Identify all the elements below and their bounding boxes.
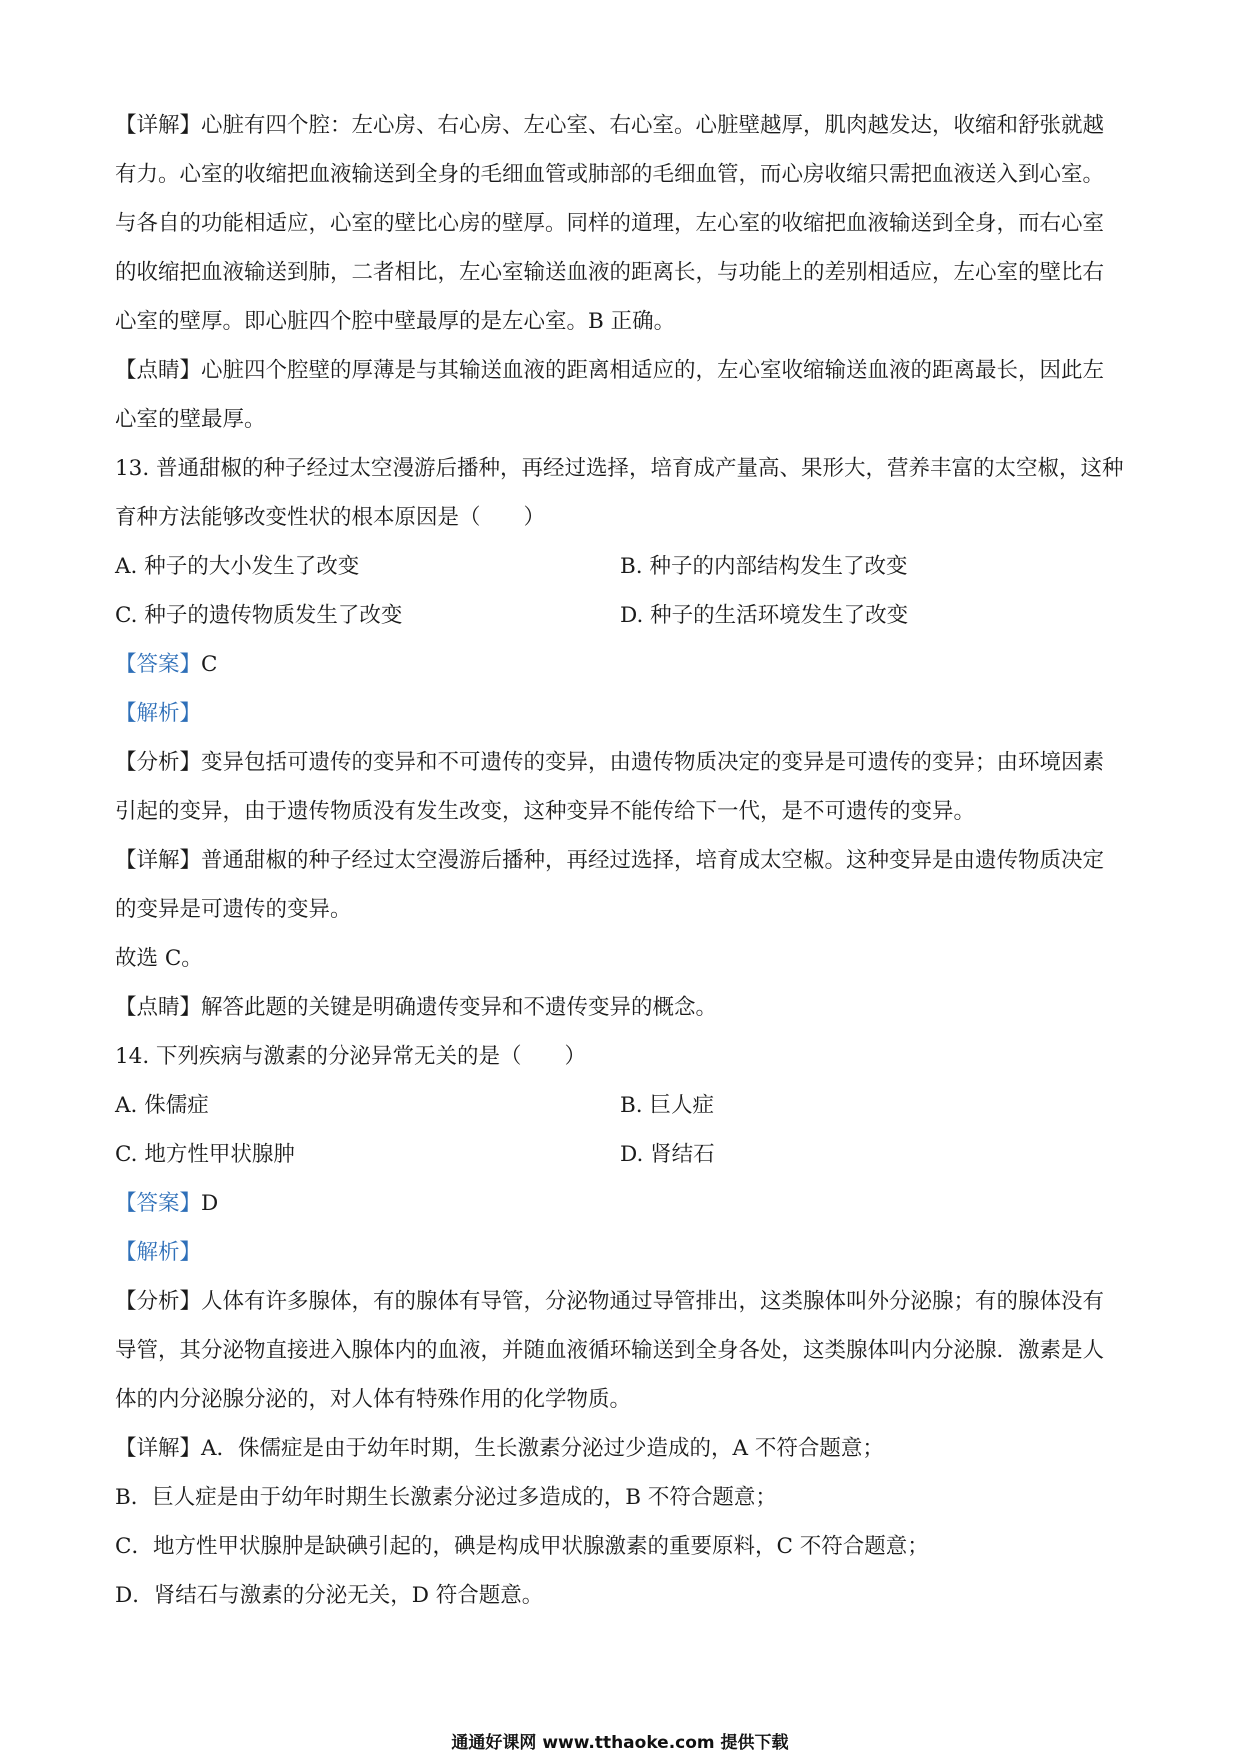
q14-stem-line-1: 14. 下列疾病与激素的分泌异常无关的是（ ） (115, 1044, 587, 1069)
q12-comment-line-1: 【点睛】心脏四个腔壁的厚薄是与其输送血液的距离相适应的，左心室收缩输送血液的距离最长，因此左 (115, 358, 1105, 383)
q12-comment-line-2: 心室的壁最厚。 (115, 407, 266, 432)
q14-answer (115, 1179, 1125, 1228)
q14-detail-line-4: D．肾结石与激素的分泌无关，D 符合题意。 (115, 1583, 544, 1608)
q14-option-d: D. 肾结石 (620, 1142, 715, 1167)
q14-option-c: C. 地方性甲状腺肿 (115, 1142, 295, 1167)
q13-stem-line-2: 育种方法能够改变性状的根本原因是（ ） (115, 505, 546, 530)
q13-answer-value: C (201, 652, 218, 677)
q13-option-c: C. 种子的遗传物质发生了改变 (115, 603, 403, 628)
page-footer: 通通好课网 www.tthaoke.com 提供下载 (451, 1733, 789, 1753)
q14-option-a: A. 侏儒症 (115, 1093, 209, 1118)
q13-option-d: D. 种子的生活环境发生了改变 (620, 603, 909, 628)
q13-option-b: B. 种子的内部结构发生了改变 (620, 554, 908, 579)
q14-option-b: B. 巨人症 (620, 1093, 714, 1118)
q14-answer-value: D (201, 1191, 219, 1216)
q14-answer-label: 【答案】 (115, 1191, 202, 1216)
q13-answer-label: 【答案】 (115, 652, 202, 677)
q13-options-row-1 (115, 542, 1125, 591)
q13-answer (115, 640, 1125, 689)
q14-options-row-1 (115, 1081, 1125, 1130)
q13-analysis-line-1: 【分析】变异包括可遗传的变异和不可遗传的变异，由遗传物质决定的变异是可遗传的变异；由环境因素 (115, 750, 1105, 775)
q14-detail-line-1: 【详解】A．侏儒症是由于幼年时期，生长激素分泌过少造成的，A 不符合题意； (115, 1436, 884, 1461)
q13-detail-line-2: 的变异是可遗传的变异。 (115, 897, 352, 922)
q13-comment-line-1: 【点睛】解答此题的关键是明确遗传变异和不遗传变异的概念。 (115, 995, 718, 1020)
q13-analysis-line-2: 引起的变异，由于遗传物质没有发生改变，这种变异不能传给下一代，是不可遗传的变异。 (115, 799, 976, 824)
q12-detail-line-3: 与各自的功能相适应，心室的壁比心房的壁厚。同样的道理，左心室的收缩把血液输送到全身，而右心室 (115, 211, 1105, 236)
q12-detail-line-5: 心室的壁厚。即心脏四个腔中壁最厚的是左心室。B 正确。 (115, 309, 676, 334)
q14-detail-line-2: B．巨人症是由于幼年时期生长激素分泌过多造成的，B 不符合题意； (115, 1485, 777, 1510)
q12-detail-line-2: 有力。心室的收缩把血液输送到全身的毛细血管或肺部的毛细血管，而心房收缩只需把血液送入到心室。 (115, 162, 1105, 187)
q13-stem-line-1: 13. 普通甜椒的种子经过太空漫游后播种，再经过选择，培育成产量高、果形大，营养丰富的太空椒，这种 (115, 456, 1124, 481)
q13-detail-line-1: 【详解】普通甜椒的种子经过太空漫游后播种，再经过选择，培育成太空椒。这种变异是由遗传物质决定 (115, 848, 1105, 873)
q13-analysis-label: 【解析】 (115, 701, 202, 726)
q12-detail-line-4: 的收缩把血液输送到肺，二者相比，左心室输送血液的距离长，与功能上的差别相适应，左心室的壁比右 (115, 260, 1105, 285)
q13-option-a: A. 种子的大小发生了改变 (115, 554, 360, 579)
q14-analysis-line-1: 【分析】人体有许多腺体，有的腺体有导管，分泌物通过导管排出，这类腺体叫外分泌腺；有的腺体没有 (115, 1289, 1105, 1314)
q13-detail-line-3: 故选 C。 (115, 946, 203, 971)
q14-options-row-2 (115, 1130, 1125, 1179)
page-content (115, 101, 1125, 1620)
q14-analysis-label: 【解析】 (115, 1240, 202, 1265)
q14-detail-line-3: C．地方性甲状腺肿是缺碘引起的，碘是构成甲状腺激素的重要原料，C 不符合题意； (115, 1534, 929, 1559)
q14-analysis-line-3: 体的内分泌腺分泌的，对人体有特殊作用的化学物质。 (115, 1387, 632, 1412)
q12-detail-line-1: 【详解】心脏有四个腔：左心房、右心房、左心室、右心室。心脏壁越厚，肌肉越发达，收缩和舒张就越 (115, 113, 1105, 138)
q14-analysis-line-2: 导管，其分泌物直接进入腺体内的血液，并随血液循环输送到全身各处，这类腺体叫内分泌腺．激素是人 (115, 1338, 1105, 1363)
q13-options-row-2 (115, 591, 1125, 640)
